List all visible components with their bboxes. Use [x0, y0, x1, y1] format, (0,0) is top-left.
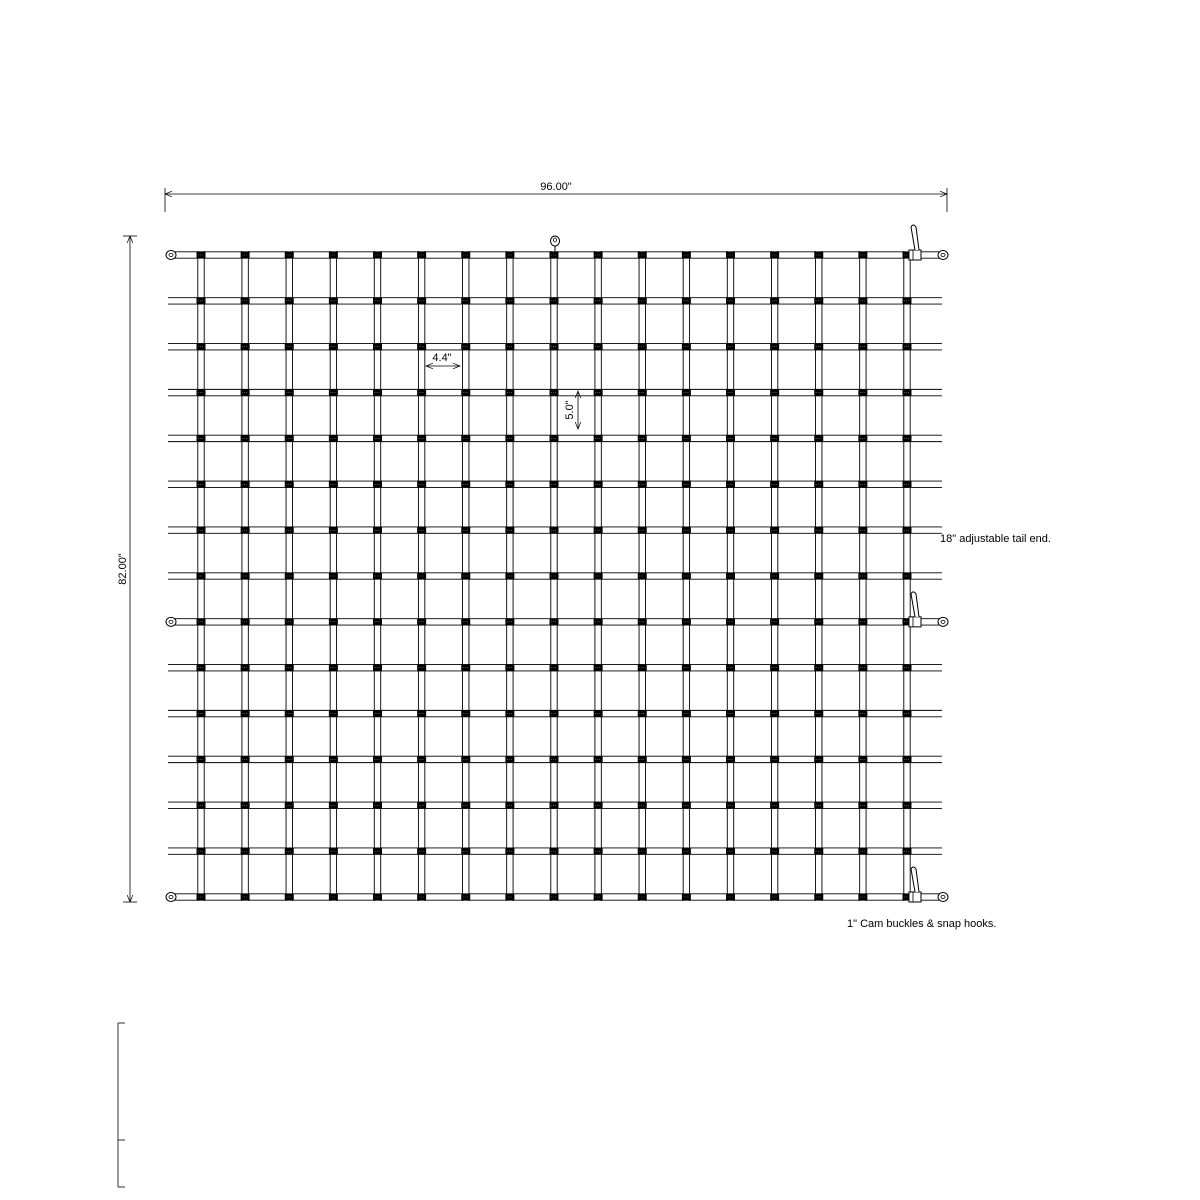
tail-end-note: 18" adjustable tail end.	[940, 533, 1051, 545]
cam-buckle-middle-right	[909, 592, 921, 627]
title-block-bracket	[118, 1023, 125, 1187]
cell-height-dimension	[564, 391, 578, 429]
cell-width-dimension	[426, 352, 460, 366]
snap-hook-top-right	[938, 251, 948, 260]
cam-buckle-bottom-right	[909, 867, 921, 902]
overall-width-dimension	[165, 181, 947, 212]
snap-hook-bottom-right	[938, 893, 948, 902]
overall-width-label: 96.00"	[540, 181, 572, 193]
snap-hook-top-center	[551, 236, 560, 252]
snap-hook-middle-right	[938, 617, 948, 626]
cam-buckle-top-right	[909, 225, 921, 260]
snap-hook-middle-left	[166, 617, 176, 626]
overall-height-dimension	[117, 236, 137, 902]
snap-hook-top-left	[166, 251, 176, 260]
overall-height-label: 82.00"	[117, 553, 129, 585]
hardware-note: 1" Cam buckles & snap hooks.	[847, 918, 997, 930]
cell-width-label: 4.4"	[432, 352, 452, 364]
cell-height-label: 5.0"	[564, 400, 576, 420]
net-grid	[168, 251, 942, 901]
snap-hook-bottom-left	[166, 893, 176, 902]
